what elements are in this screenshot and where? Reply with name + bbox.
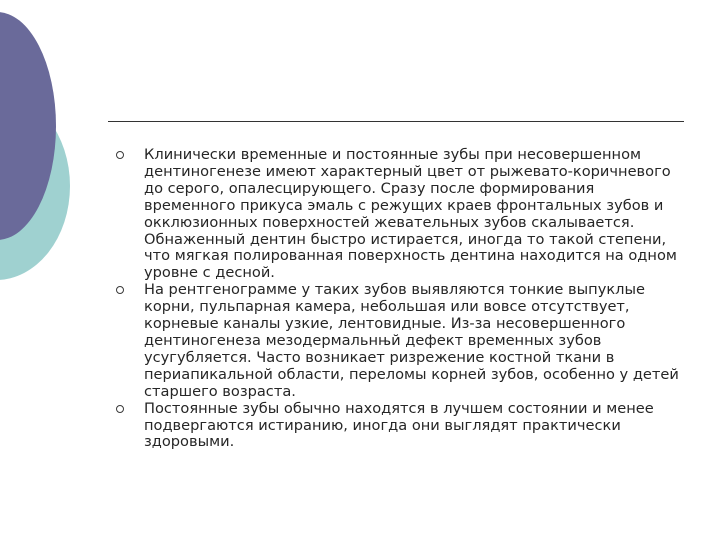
bullet-list [116, 147, 688, 451]
hollow-circle-icon [116, 405, 124, 413]
bullet-item-radiograph [116, 282, 688, 400]
bullet-text: Постоянные зубы обычно находятся в лучшем состоянии и менее подвергаются истиранию, иногда они выглядят практически здоровыми. [144, 399, 654, 451]
title-divider-line [108, 121, 684, 122]
bullet-item-permanent-teeth [116, 401, 688, 452]
bullet-text: Клинически временные и постоянные зубы при несовершенном дентиногенезе имеют характерный цвет от рыжевато-коричневого до серого, опалесцирующего. Сразу после формирования временного прикуса эмаль с режущих краев фронтальных зубов и окклюзионных поверхностей жевательных зубов скалывается. Обнаженный дентин быстро истирается, иногда то такой степени, что мягкая полированная поверхность дентина находится на одном уровне с десной. [144, 146, 677, 282]
hollow-circle-icon [116, 151, 124, 159]
bullet-item-clinical [116, 147, 688, 282]
hollow-circle-icon [116, 286, 124, 294]
bullet-text: На рентгенограмме у таких зубов выявляются тонкие выпуклые корни, пульпарная камера, небольшая или вовсе отсутствует, корневые каналы узкие, лентовидные. Из-за несовершенного дентиногенеза мезодермальнњй дефект временных зубов усугубляется. Часто возникает ризрежение костной ткани в периапикальной области, переломы корней зубов, особенно у детей старшего возраста. [144, 281, 679, 400]
